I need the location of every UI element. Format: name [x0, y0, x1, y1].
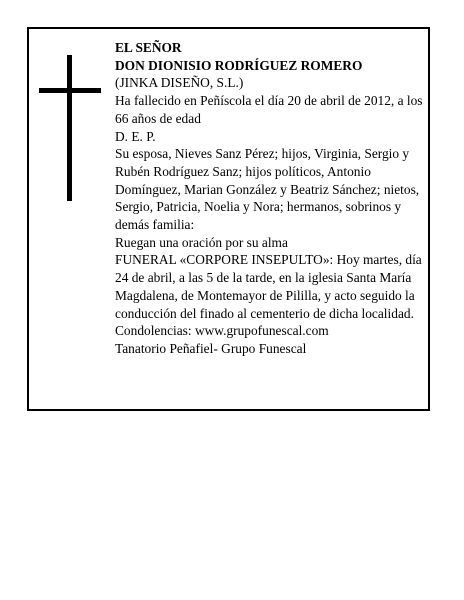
obituary-title: EL SEÑOR — [115, 40, 182, 55]
family-list: Su esposa, Nieves Sanz Pérez; hijos, Virginia, Sergio y Rubén Rodríguez Sanz; hijos políticos, Antonio Domínguez, Marian González y Beatriz Sánchez; nietos, Sergio, Patricia, Noelia y Nora; hermanos, sobrinos y demás familia: — [115, 146, 420, 233]
funeral-home: Tanatorio Peñafiel- Grupo Funescal — [115, 340, 307, 356]
company-name: (JINKA DISEÑO, S.L.) — [115, 75, 244, 91]
obituary-notice — [27, 27, 430, 411]
cross-icon — [39, 55, 101, 201]
condolences-link: Condolencias: www.grupofunescal.com — [115, 323, 329, 339]
cross-horizontal-bar — [39, 88, 101, 93]
death-announcement: Ha fallecido en Peñíscola el día 20 de abril de 2012, a los 66 años de edad — [115, 93, 423, 126]
cross-vertical-bar — [67, 55, 72, 201]
prayer-request: Ruegan una oración por su alma — [115, 234, 288, 250]
deceased-name: DON DIONISIO RODRÍGUEZ ROMERO — [115, 57, 363, 73]
rest-in-peace: D. E. P. — [115, 128, 156, 144]
funeral-details: FUNERAL «CORPORE INSEPULTO»: Hoy martes, día 24 de abril, a las 5 de la tarde, en la iglesia Santa María Magdalena, de Montemayor de Pililla, y acto seguido la conducción del finado al cementerio de dicha localidad. — [115, 252, 422, 321]
obituary-text — [115, 39, 427, 358]
